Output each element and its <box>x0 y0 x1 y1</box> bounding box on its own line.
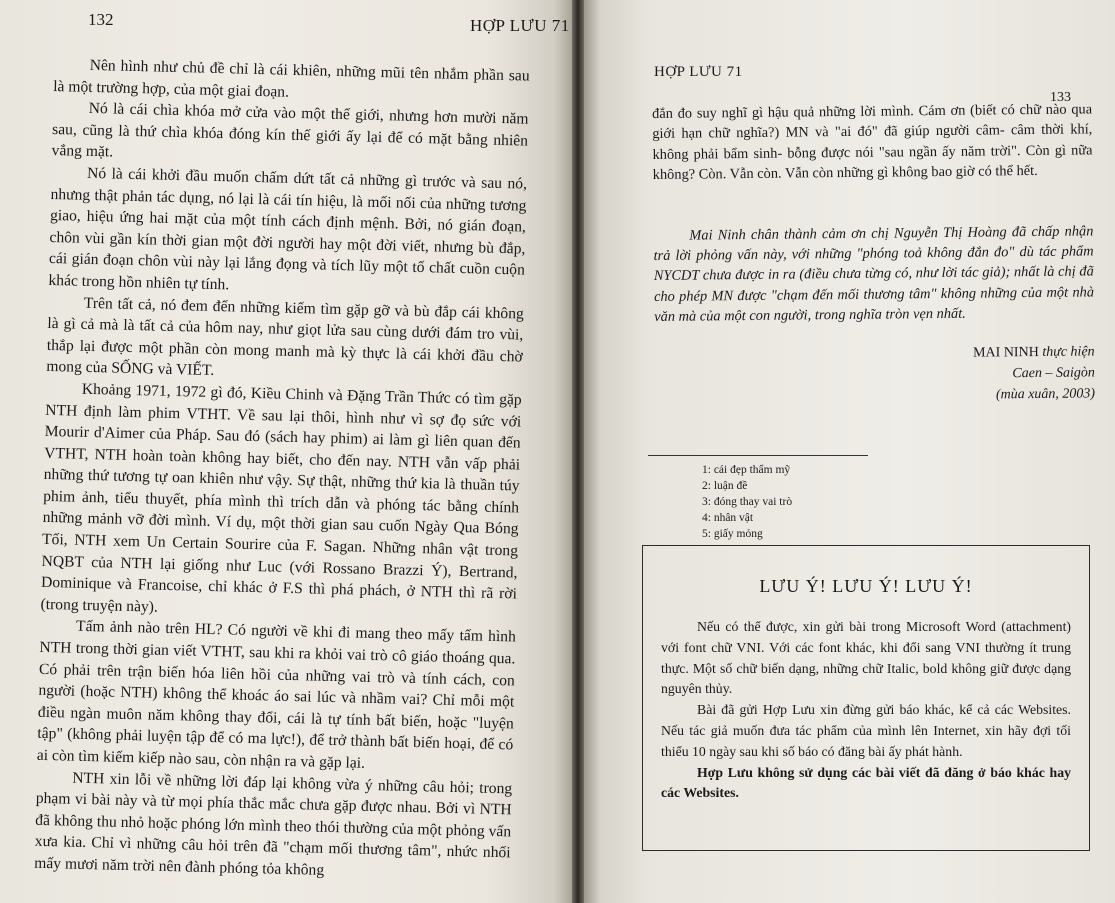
footnotes-list <box>702 462 792 542</box>
footnote-1: 1: cái đẹp thẩm mỹ <box>702 464 791 476</box>
signature-place: Caen – Saigòn <box>1012 365 1095 381</box>
signature-name: MAI NINH <box>972 344 1039 361</box>
signature-role: thực hiện <box>1042 344 1095 360</box>
notice-paragraph-1: Nếu có thể được, xin gửi bài trong Microsoft Word (attachment) với font chữ VNI. Với các font khác, khi đổi sang VNI thường ít trung thực. Một số chữ biến dạng, những chữ Italic, bold không giữ được dạng nguyên thủy. <box>661 619 1071 697</box>
running-head-right: HỢP LƯU 71 <box>654 64 743 80</box>
footnote-4: 4: nhân vật <box>702 512 754 524</box>
notice-paragraph-3: Hợp Lưu không sử dụng các bài viết đã đăng ở báo khác hay các Websites. <box>661 764 1071 801</box>
running-head-left: HỢP LƯU 71 <box>470 16 570 35</box>
left-paragraph-7: NTH xin lỗi về những lời đáp lại không vừa ý những câu hỏi; trong phạm vi bài này và từ mọi phía thắc mắc chưa gặp được nhau. Bởi vì NTH đã không thu nhỏ hoặc phóng lớn mình theo thói thường của một phỏng vấn xưa kia. Chỉ vì những câu hỏi trên đã "chạm mối thương tâm", nhức nhối mấy mươi năm trời nên đành phóng tỏa không <box>34 769 513 879</box>
footnote-2: 2: luận đề <box>702 480 748 492</box>
footnote-3: 3: đóng thay vai trò <box>702 496 793 508</box>
right-page-body <box>652 99 1095 408</box>
left-paragraph-4: Trên tất cả, nó đem đến những kiếm tìm gặp gỡ và bù đắp cái không là gì cả mà là tất cả của hôm nay, như giọt lửa sau cùng dưới đám tro vùi, thắp lại được một phần còn mong manh mà kỳ thực là cái khởi đầu chờ mong của SỐNG và VIẾT. <box>46 294 525 380</box>
acknowledgement-note: Mai Ninh chân thành cảm ơn chị Nguyễn Thị Hoàng đã chấp nhận trả lời phỏng vấn này, với những "phóng toả không đắn đo" dù tác phẩm NYCDT chưa được in ra (điều chưa từng có, như lời tác giả); nhất là chị đã cho phép MN được "chạm đến mối thương tâm" không những của một nhà văn mà của một con người, trong nghĩa tròn vẹn nhất. <box>653 223 1095 326</box>
footnote-5: 5: giấy mỏng <box>702 528 763 540</box>
continuation-paragraph: đắn đo suy nghĩ gì hậu quả những lời mình. Cám ơn (biết có chữ nào qua giới hạn chữ nghĩa?) MN và "ai đó" đã giúp người câm- câm thời khí, không phải bẩm sinh- bỗng được nói "sau ngần ấy năm trời". Còn gì nữa không? Còn. Vẫn còn. Vẫn còn những gì không bao giờ có thể hết. <box>652 101 1093 184</box>
notice-title: LƯU Ý! LƯU Ý! LƯU Ý! <box>759 576 973 596</box>
right-page <box>584 0 1115 903</box>
left-page-body <box>34 54 530 886</box>
signature-date: (mùa xuân, 2003) <box>995 386 1096 403</box>
footnote-rule <box>648 455 868 456</box>
signature-block <box>655 341 1096 409</box>
left-paragraph-1: Nên hình như chủ đề chỉ là cái khiên, những mũi tên nhắm phần sau là một trường hợp, của một giai đoạn. <box>53 56 530 101</box>
notice-box <box>642 545 1090 851</box>
page-number-left: 132 <box>88 10 114 29</box>
left-paragraph-5: Khoảng 1971, 1972 gì đó, Kiều Chinh và Đặng Trần Thức có tìm gặp NTH định làm phim VTHT. Về sau lại thôi, hình như vì sợ đọ sức với Mourir d'Aimer của Pháp. Sau đó (sách hay phim) ai làm gì liên quan đến VTHT, NTH hoàn toàn không hay biết, cho đến nay. NTH vẫn vấp phải những thứ tương tự oan khiên như vậy. Sự thật, những thứ kia là thuần túy phim ảnh, tiểu thuyết, phía mình thì trích dẫn và phóng tác bằng chính những mảnh vỡ đời mình. Ví dụ, một thời gian sau cuốn Ngày Qua Bóng Tối, NTH xem Un Certain Sourire của F. Sagan. Những nhân vật trong NQBT của NTH lại giống như Luc (với Rossano Brazzi Ý), Bertrand, Dominique và Francoise, chỉ khác ở F.S thì phá phách, ở NTH thì rã rời (trong truyện này). <box>40 380 522 616</box>
left-paragraph-6: Tấm ảnh nào trên HL? Có người về khi đi mang theo mấy tấm hình NTH trong thời gian viết VTHT, sau khi ra khỏi vai trò cô giáo thoáng qua. Có phải trên trận biến hóa liên hồi của những vai trò và tính cách, con người (hoặc NTH) không thể khoác áo sai lúc và nhầm vai? Chỉ mỗi một điều ngàn muôn năm không thay đổi, cái là tự tính bất biến, hoặc "luyện tập" (không phải luyện tập để có ma lực!), để trở thành bất biến hoại, để có ai còn tìm kiếm kiếp nào sau, còn nhận ra và gặp lại. <box>36 618 517 772</box>
left-paragraph-3: Nó là cái khởi đầu muốn chấm dứt tất cả những gì trước và sau nó, nhưng thật phản tác dụng, nó lại là cái tín hiệu, là mối nối của những tương giao, hiệu ứng hai mặt của một tính cách định mệnh. Bởi, nó gián đoạn, chôn vùi gần kín thời gian một đời người hay một đời viết, nhưng bù đắp, cái gián đoạn chôn vùi này lại lắng đọng và tích lũy một tố chất cuồn cuộn khác trong hồn nhiên tự tính. <box>48 164 528 294</box>
left-paragraph-2: Nó là cái chìa khóa mở cửa vào một thế giới, nhưng hơn mười năm sau, cũng là thứ chìa khóa đóng kín thế giới ấy lại để có mặt bằng nhiên vắng mặt. <box>51 100 529 161</box>
page-number-right: 133 <box>1050 90 1071 105</box>
notice-paragraph-2: Bài đã gửi Hợp Lưu xin đừng gửi báo khác, kể cả các Websites. Nếu tác giả muốn đưa tác phẩm của mình lên Internet, xin hãy đợi tối thiểu 10 ngày sau khi số báo có đăng bài ấy phát hành. <box>661 702 1071 759</box>
book-gutter <box>572 0 584 903</box>
